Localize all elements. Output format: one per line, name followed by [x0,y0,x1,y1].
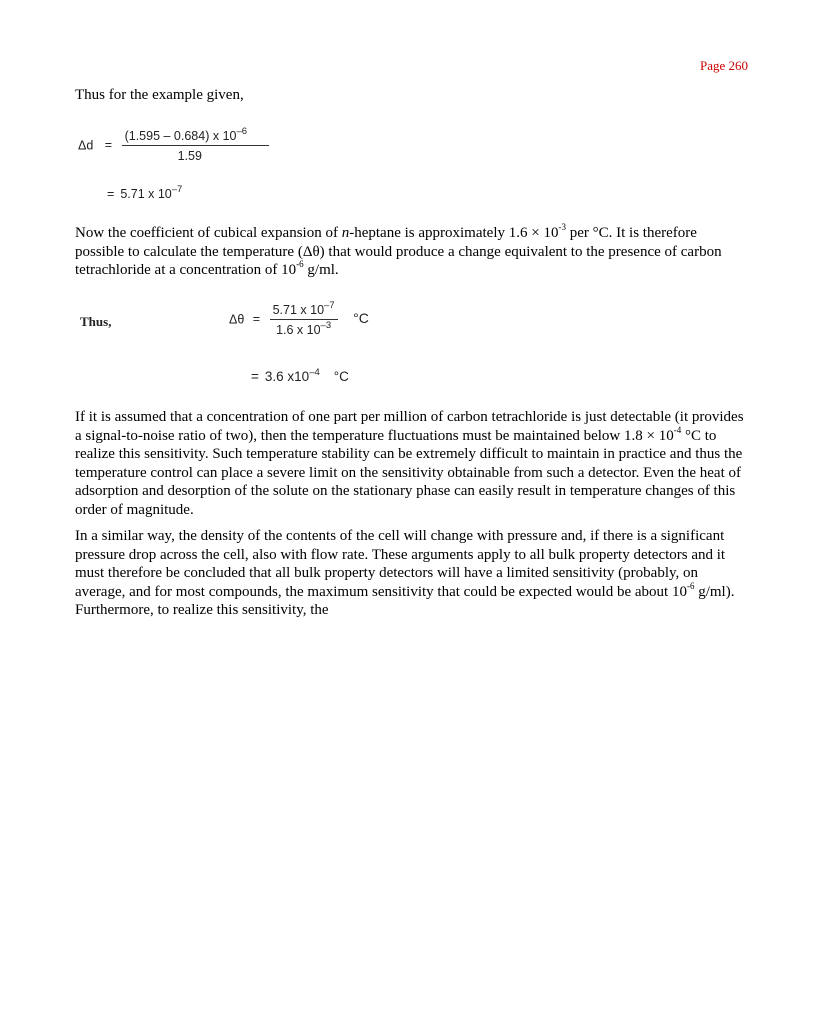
eq1b-equals: = [107,187,115,201]
eq1-equals: = [104,138,113,153]
eq2b-value: 3.6 $x10^{-4}$ [264,366,320,384]
eq1b-value: 5.71 x $10^{-7}$ [120,183,183,201]
eq2-denominator: 1.6 x $10^{-3}$ [276,319,332,337]
eq2-fraction [270,299,338,337]
paragraph-bulk-property: In a similar way, the density of the contents of the cell will change with pressure and, if there is a significant pressure drop across the cell, also with flow rate. These arguments apply to all bulk property detectors and it must therefore be concluded that all bulk property detectors will have a limited sensitivity (probably, on average, and for most compounds, the maximum sensitivity that could be expected would be about $10^{-6}$ g/ml). Furthermore, to realize this sensitivity, the [75,528,735,618]
equation-delta-d [78,125,269,163]
eq2b-equals: = [251,369,259,384]
eq2-label: Thus, [80,314,112,329]
equation-delta-theta [229,299,369,337]
paragraph-expansion: Now the coefficient of cubical expansion of n-heptane is approximately $1.6 \times 10^{-3}$ per °C. It is therefore possible to calculate the temperature (Δθ) that would produce a change equivalent to the presence of carbon tetrachloride at a concentration of $10^{-6}$ g/ml. [75,222,722,278]
page-number: Page 260 [699,58,748,73]
eq2-unit: °C [353,310,369,327]
eq1-lhs: Δd [78,138,94,153]
eq2-lhs: Δθ [229,312,245,327]
eq2b-unit: °C [333,369,349,384]
intro-paragraph: Thus for the example given, [75,87,244,103]
equation-delta-d-result [107,183,183,201]
eq1-numerator: (1.595 – 0.684) x $10^{-6}$ [122,129,269,146]
eq2-numerator: 5.71 x $10^{-7}$ [270,303,338,320]
eq1-fraction [122,125,269,163]
equation-delta-theta-result [251,366,349,384]
eq1-denominator: 1.59 [177,149,202,163]
paragraph-detectability: If it is assumed that a concentration of one part per million of carbon tetrachloride is just detectable (it provides a signal-to-noise ratio of two), then the temperature fluctuations must be maintained below $1.8 \times 10^{-4}$ °C to realize this sensitivity. Such temperature stability can be extremely difficult to maintain in practice and thus the temperature control can place a severe limit on the sensitivity obtainable from such a detector. Even the heat of adsorption and desorption of the solute on the stationary phase can easily result in temperature changes of this order of magnitude. [75,409,744,518]
eq2-equals: = [252,312,261,327]
